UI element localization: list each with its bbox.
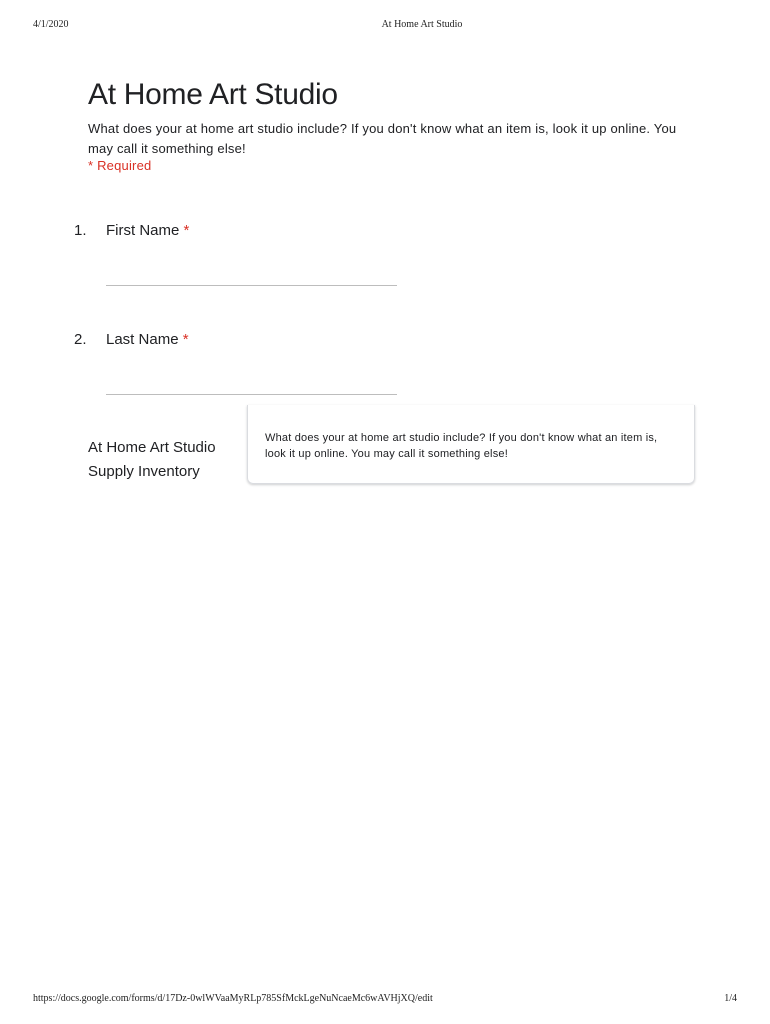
section-card: [247, 405, 695, 484]
print-footer-url: https://docs.google.com/forms/d/17Dz-0wlWVaaMyRLp785SfMckLgeNuNcaeMc6wAVHjXQ/edit: [33, 993, 433, 1004]
question-number: 2.: [74, 331, 87, 348]
print-header-title: At Home Art Studio: [381, 19, 463, 30]
form-title: At Home Art Studio: [88, 78, 338, 111]
question-label: [106, 222, 189, 239]
question-label: [106, 331, 189, 348]
print-footer-page: 1/4: [724, 993, 737, 1004]
print-header-date: 4/1/2020: [33, 19, 69, 30]
section-title: At Home Art Studio Supply Inventory: [88, 439, 216, 480]
question-label-text: First Name: [106, 222, 180, 239]
required-asterisk: *: [183, 222, 190, 239]
section-description: What does your at home art studio include? If you don't know what an item is, look it up online. You may call it something else!: [265, 432, 658, 460]
required-asterisk: *: [182, 331, 189, 348]
first-name-field[interactable]: [106, 285, 397, 286]
last-name-field[interactable]: [106, 394, 397, 395]
form-description: What does your at home art studio include? If you don't know what an item is, look it up online. You may call it something else!: [88, 121, 677, 156]
required-note: * Required: [88, 158, 152, 173]
question-label-text: Last Name: [106, 331, 179, 348]
question-number: 1.: [74, 222, 87, 239]
